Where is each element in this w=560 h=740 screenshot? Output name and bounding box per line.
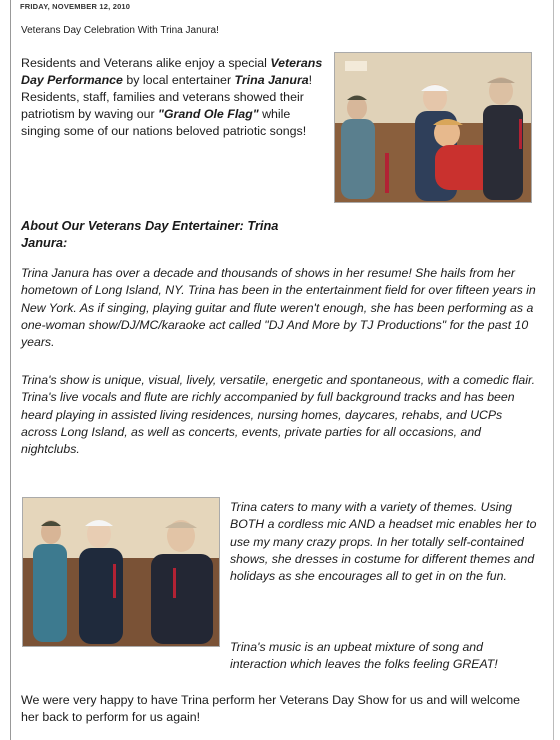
intro-text: ! Residents, staff, families and veterans showed their patriotism by waving our: [21, 73, 313, 121]
music-paragraph: Trina's music is an upbeat mixture of song and interaction which leaves the folks feeling GREAT!: [230, 640, 498, 672]
photo-residents-waving-flags: [22, 497, 220, 647]
photo-residents-illustration: [335, 53, 531, 202]
about-heading: About Our Veterans Day Entertainer: Trina Janura:: [21, 218, 279, 250]
entertainer-name: Trina Janura: [234, 73, 309, 87]
photo-flags-illustration: [23, 498, 219, 646]
closing-paragraph: We were very happy to have Trina perform her Veterans Day Show for us and will welcome her back to perform for us again!: [21, 693, 521, 724]
intro-text: while singing some of our nations beloved patriotic songs!: [21, 107, 307, 138]
post-title: Veterans Day Celebration With Trina Janura!: [21, 25, 219, 36]
about-paragraph-2: Trina's show is unique, visual, lively, versatile, energetic and spontaneous, with a comedic flair. Trina's live vocals and flute are richly accompanied by full background tracks and has been heard playing in assisted living residences, nursing homes, daycares, rehabs, and UCPs across Long Island, as well as concerts, events, private parties for all occasions, and nightclubs.: [21, 373, 536, 457]
about-paragraph-1: Trina Janura has over a decade and thousands of shows in her resume! She hails from her hometown of Long Island, NY. Trina has been in the entertainment field for over fifteen years in New York. As if singing, playing guitar and flute weren't enough, she has been performing as a one-woman show/DJ/MC/karaoke act called "DJ And More by TJ Productions" for the past 10 years.: [21, 266, 536, 350]
intro-paragraph: [21, 55, 326, 140]
photo-residents-with-entertainer: [334, 52, 532, 203]
intro-text: Residents and Veterans alike enjoy a special: [21, 56, 271, 70]
post-date: FRIDAY, NOVEMBER 12, 2010: [20, 2, 131, 11]
performance-name: Veterans Day Performance: [21, 56, 323, 87]
intro-text: by local entertainer: [122, 73, 235, 87]
page-left-border: [10, 0, 11, 740]
page-right-border: [553, 0, 554, 740]
themes-paragraph: Trina caters to many with a variety of themes. Using BOTH a cordless mic AND a headset mic enables her to use my many crazy props. In her totally self-contained shows, she dresses in costume for different themes and holidays as she encourages all to get in on the fun.: [230, 500, 537, 584]
flag-name: "Grand Ole Flag": [158, 107, 259, 121]
